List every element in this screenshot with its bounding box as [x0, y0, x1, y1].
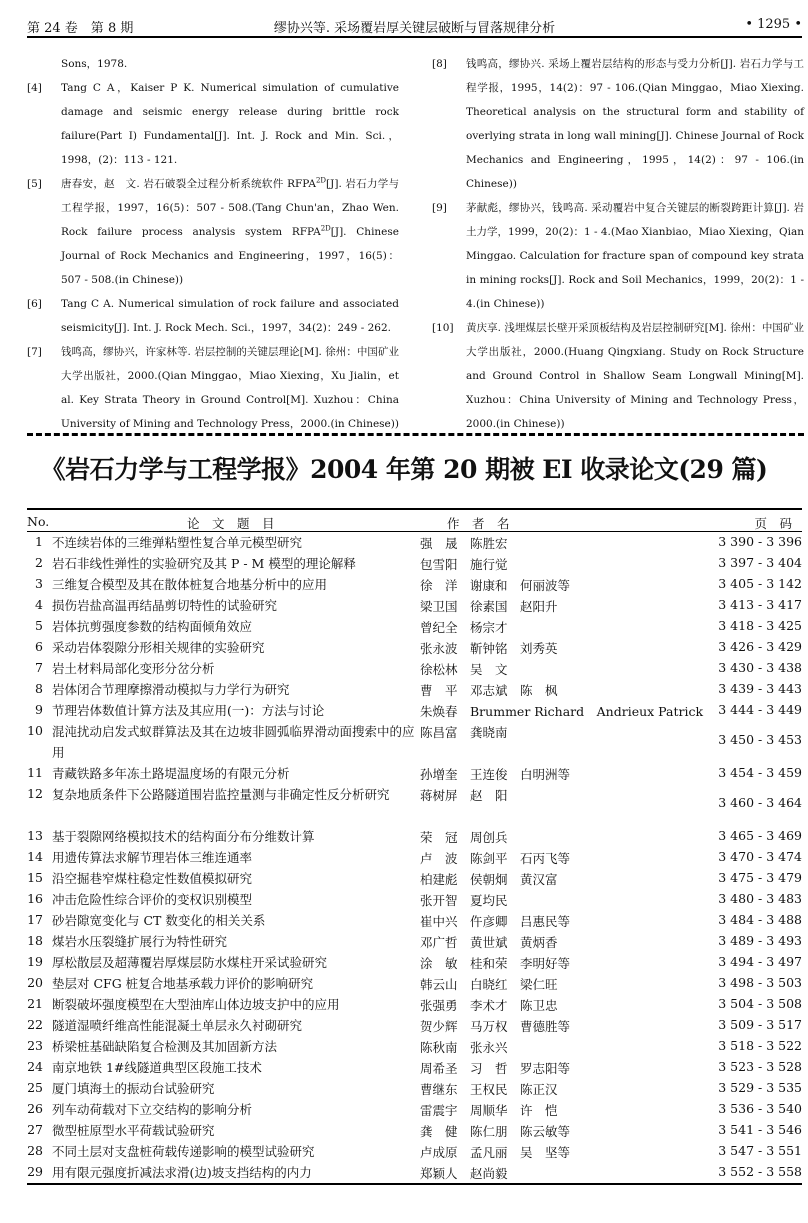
paper-authors: 龚 健 陈仁朋 陈云敏等: [420, 1124, 571, 1139]
page-range: 3 450 - 3 453: [718, 732, 802, 747]
table-bottom-rule: [27, 1183, 802, 1185]
header-authors: 作 者 名: [447, 516, 510, 531]
volume-issue: 第 24 卷 第 8 期: [27, 21, 134, 36]
reference-text: 黄庆享. 浅埋煤层长壁开采顶板结构及岩层控制研究[M]. 徐州：中国矿业大学出版社，2000.(Huang Qingxiang. Study on Rock Structure and Ground Control in Shallow Seam Longwall Mining[M]. Xuzhou：China University of Mining and Technology Press，2000.(in Chinese)): [466, 322, 804, 430]
reference-text: 钱鸣高，缪协兴. 采场上覆岩层结构的形态与受力分析[J]. 岩石力学与工程学报，1995，14(2)：97 - 106.(Qian Minggao，Miao Xiexing. Theoretical analysis on the structural form and stability of overlying strata in long wall mining[J]. Chinese Journal of Rock Mechanics and Engineering，1995，14(2)：97 - 106.(in Chinese)): [466, 58, 804, 190]
running-title: 缪协兴等. 采场覆岩厚关键层破断与冒落规律分析: [273, 21, 556, 36]
row-number: 26: [27, 1101, 43, 1116]
page-range: 3 470 - 3 474: [718, 849, 802, 864]
page-range: 3 465 - 3 469: [718, 828, 802, 843]
table-row: [27, 637, 802, 658]
reference-item: [27, 76, 399, 172]
paper-authors: 孙增奎 王连俊 白明洲等: [420, 767, 571, 782]
page-range: 3 536 - 3 540: [718, 1101, 802, 1116]
paper-title: 不连续岩体的三维弹粘塑性复合单元模型研究: [52, 535, 303, 550]
paper-title: 不同土层对支盘桩荷载传递影响的模型试验研究: [52, 1144, 315, 1159]
page-range: 3 541 - 3 546: [718, 1122, 802, 1137]
row-number: 19: [27, 954, 43, 969]
header-pages: 页 码: [754, 516, 792, 531]
header-no: No.: [27, 514, 50, 529]
page-range: 3 552 - 3 558: [718, 1164, 802, 1179]
paper-title: 冲击危险性综合评价的变权识别模型: [52, 892, 253, 907]
references-right-column: [432, 52, 804, 436]
paper-title: 青藏铁路多年冻土路堤温度场的有限元分析: [52, 766, 290, 781]
row-number: 13: [27, 828, 43, 843]
table-body: [27, 532, 802, 1183]
table-row: [27, 1078, 802, 1099]
paper-title: 损伤岩盐高温再结晶剪切特性的试验研究: [52, 598, 278, 613]
reference-number: [9]: [432, 202, 447, 214]
paper-authors: 邓广哲 黄世斌 黄炳香: [420, 935, 558, 950]
row-number: 15: [27, 870, 43, 885]
paper-authors: 柏建彪 侯朝炯 黄汉富: [420, 872, 558, 887]
row-number: 23: [27, 1038, 43, 1053]
table-row: [27, 910, 802, 931]
paper-authors: 郑颖人 赵尚毅: [420, 1166, 508, 1181]
paper-authors: 曾纪全 杨宗才: [420, 620, 508, 635]
page-range: 3 504 - 3 508: [718, 996, 802, 1011]
table-row: [27, 1036, 802, 1057]
row-number: 14: [27, 849, 43, 864]
page-range: 3 397 - 3 404: [718, 555, 802, 570]
paper-title: 断裂破坏强度模型在大型油库山体边坡支护中的应用: [52, 997, 340, 1012]
reference-item: [432, 316, 804, 436]
page-range: 3 390 - 3 396: [718, 534, 802, 549]
paper-title: 垫层对 CFG 桩复合地基承载力评价的影响研究: [52, 976, 314, 991]
reference-text: Tang C A. Numerical simulation of rock failure and associated seismicity[J]. Int. J. Rock Mech. Sci.，1997，34(2)：249 - 262.: [61, 298, 399, 334]
paper-authors: 韩云山 白晓红 梁仁旺: [420, 977, 558, 992]
paper-title: 砂岩隙宽变化与 CT 数变化的相关关系: [52, 913, 266, 928]
paper-authors: 陈昌富 龚晓南: [420, 725, 508, 740]
paper-authors: 蒋树屏 赵 阳: [420, 788, 508, 803]
reference-item: [27, 292, 399, 340]
paper-authors: 涂 敏 桂和荣 李明好等: [420, 956, 571, 971]
row-number: 11: [27, 765, 43, 780]
table-row: [27, 973, 802, 994]
table-row: [27, 826, 802, 847]
table-row: [27, 553, 802, 574]
row-number: 2: [35, 555, 43, 570]
paper-title: 岩体抗剪强度参数的结构面倾角效应: [52, 619, 253, 634]
section-title: 《岩石力学与工程学报》2004 年第 20 期被 EI 收录论文(29 篇): [40, 455, 768, 484]
paper-title: 岩体闭合节理摩擦滑动模拟与力学行为研究: [52, 682, 290, 697]
row-number: 6: [35, 639, 43, 654]
table-row: [27, 847, 802, 868]
row-number: 4: [35, 597, 43, 612]
paper-title: 隧道湿喷纤维高性能混凝土单层永久衬砌研究: [52, 1018, 303, 1033]
paper-authors: 梁卫国 徐素国 赵阳升: [420, 599, 558, 614]
page-range: 3 494 - 3 497: [718, 954, 802, 969]
paper-title: 岩石非线性弹性的实验研究及其 P - M 模型的理论解释: [52, 556, 356, 571]
row-number: 10: [27, 723, 43, 738]
paper-title: 沿空掘巷窄煤柱稳定性数值模拟研究: [52, 871, 253, 886]
paper-authors: 朱焕春 Brummer Richard Andrieux Patrick: [420, 704, 704, 719]
page-range: 3 439 - 3 443: [718, 681, 802, 696]
paper-authors: 贺少辉 马万权 曹德胜等: [420, 1019, 571, 1034]
table-header: [27, 508, 802, 532]
paper-title: 复杂地质条件下公路隧道围岩监控量测与非确定性反分析研究: [52, 787, 390, 802]
row-number: 3: [35, 576, 43, 591]
row-number: 16: [27, 891, 43, 906]
reference-number: [5]: [27, 178, 42, 190]
page-range: 3 529 - 3 535: [718, 1080, 802, 1095]
row-number: 20: [27, 975, 43, 990]
row-number: 27: [27, 1122, 43, 1137]
row-number: 5: [35, 618, 43, 633]
page-range: 3 489 - 3 493: [718, 933, 802, 948]
table-row: [27, 952, 802, 973]
table-row: [27, 595, 802, 616]
row-number: 22: [27, 1017, 43, 1032]
row-number: 21: [27, 996, 43, 1011]
paper-authors: 徐松林 吴 文: [420, 662, 508, 677]
row-number: 25: [27, 1080, 43, 1095]
paper-authors: 张开智 夏均民: [420, 893, 508, 908]
running-header: [27, 14, 802, 38]
paper-authors: 卢成原 孟凡丽 吴 坚等: [420, 1145, 571, 1160]
paper-title: 厚松散层及超薄覆岩厚煤层防水煤柱开采试验研究: [52, 955, 328, 970]
paper-title: 列车动荷载对下立交结构的影响分析: [52, 1102, 253, 1117]
paper-title: 微型桩原型水平荷载试验研究: [52, 1123, 215, 1138]
page-range: 3 498 - 3 503: [718, 975, 802, 990]
paper-authors: 张强勇 李术才 陈卫忠: [420, 998, 558, 1013]
row-number: 8: [35, 681, 43, 696]
paper-title: 南京地铁 1#线隧道典型区段施工技术: [52, 1060, 262, 1075]
paper-title: 采动岩体裂隙分形相关规律的实验研究: [52, 640, 265, 655]
reference-number: [8]: [432, 58, 447, 70]
table-row: [27, 700, 802, 721]
paper-authors: 卢 波 陈剑平 石丙飞等: [420, 851, 571, 866]
paper-title: 煤岩水压裂缝扩展行为特性研究: [52, 934, 228, 949]
reference-item: [27, 52, 399, 76]
header-title: 论 文 题 目: [187, 516, 275, 531]
paper-title: 用遗传算法求解节理岩体三维连通率: [52, 850, 253, 865]
table-row: [27, 532, 802, 553]
table-row: [27, 1099, 802, 1120]
table-row: [27, 994, 802, 1015]
page-range: 3 454 - 3 459: [718, 765, 802, 780]
page-range: 3 523 - 3 528: [718, 1059, 802, 1074]
paper-authors: 荣 冠 周创兵: [420, 830, 508, 845]
reference-text: 钱鸣高，缪协兴，许家林等. 岩层控制的关键层理论[M]. 徐州：中国矿业大学出版社，2000.(Qian Minggao，Miao Xiexing，Xu Jialin，et al. Key Strata Theory in Ground Control[M]. Xuzhou：China University of Mining and Technology Press，2000.(in Chinese)): [61, 346, 399, 430]
row-number: 7: [35, 660, 43, 675]
page-range: 3 475 - 3 479: [718, 870, 802, 885]
table-row: [27, 784, 802, 826]
page-range: 3 509 - 3 517: [718, 1017, 802, 1032]
paper-title: 节理岩体数值计算方法及其应用(一)：方法与讨论: [52, 703, 325, 718]
table-row: [27, 574, 802, 595]
paper-title: 厦门填海土的振动台试验研究: [52, 1081, 215, 1096]
reference-item: [432, 196, 804, 316]
table-row: [27, 679, 802, 700]
references-left-column: [27, 52, 399, 436]
paper-authors: 周希圣 习 哲 罗志阳等: [420, 1061, 571, 1076]
table-row: [27, 721, 802, 763]
row-number: 18: [27, 933, 43, 948]
paper-title: 基于裂隙网络模拟技术的结构面分布分维数计算: [52, 829, 315, 844]
table-row: [27, 889, 802, 910]
row-number: 9: [35, 702, 43, 717]
page-range: 3 444 - 3 449: [718, 702, 802, 717]
paper-authors: 雷震宇 周顺华 许 恺: [420, 1103, 558, 1118]
page-range: 3 426 - 3 429: [718, 639, 802, 654]
row-number: 29: [27, 1164, 43, 1179]
paper-authors: 崔中兴 仵彦卿 吕惠民等: [420, 914, 571, 929]
reference-number: [4]: [27, 82, 42, 94]
paper-authors: 包雪阳 施行觉: [420, 557, 508, 572]
reference-number: [10]: [432, 322, 454, 334]
paper-title: 岩土材料局部化变形分岔分析: [52, 661, 215, 676]
paper-title: 混沌扰动启发式蚁群算法及其在边坡非圆弧临界滑动面搜索中的应用: [52, 724, 415, 760]
page-range: 3 518 - 3 522: [718, 1038, 802, 1053]
page-range: 3 460 - 3 464: [718, 795, 802, 810]
reference-item: [27, 340, 399, 436]
reference-text: Sons，1978.: [61, 58, 128, 70]
row-number: 28: [27, 1143, 43, 1158]
row-number: 17: [27, 912, 43, 927]
reference-item: [432, 52, 804, 196]
paper-authors: 曹 平 邓志斌 陈 枫: [420, 683, 558, 698]
ei-papers-table: [27, 508, 802, 1185]
reference-text: 茅献彪，缪协兴，钱鸣高. 采动覆岩中复合关键层的断裂跨距计算[J]. 岩土力学，1999，20(2)：1 - 4.(Mao Xianbiao，Miao Xiexing，Qian Minggao. Calculation for fracture span of compound key strata in mining rocks[J]. Rock and Soil Mechanics，1999，20(2)：1 - 4.(in Chinese)): [466, 202, 804, 310]
paper-title: 三维复合模型及其在散体桩复合地基分析中的应用: [52, 577, 328, 592]
reference-number: [7]: [27, 346, 42, 358]
paper-authors: 张永波 靳钟铭 刘秀英: [420, 641, 558, 656]
page-range: 3 430 - 3 438: [718, 660, 802, 675]
paper-authors: 陈秋南 张永兴: [420, 1040, 508, 1055]
table-row: [27, 1141, 802, 1162]
table-row: [27, 1057, 802, 1078]
reference-number: [6]: [27, 298, 42, 310]
paper-authors: 徐 洋 谢康和 何丽波等: [420, 578, 571, 593]
table-row: [27, 1015, 802, 1036]
page-range: 3 413 - 3 417: [718, 597, 802, 612]
paper-authors: 曹继东 王权民 陈正汉: [420, 1082, 558, 1097]
page-range: 3 480 - 3 483: [718, 891, 802, 906]
page-number: • 1295 •: [745, 17, 802, 32]
page-range: 3 547 - 3 551: [718, 1143, 802, 1158]
table-row: [27, 868, 802, 889]
table-row: [27, 658, 802, 679]
reference-text: Tang C A，Kaiser P K. Numerical simulation of cumulative damage and seismic energy release during brittle rock failure(Part I) Fundamental[J]. Int. J. Rock and Min. Sci.，1998，(2)：113 - 121.: [61, 82, 399, 166]
page-range: 3 418 - 3 425: [718, 618, 802, 633]
reference-text: 唐春安，赵 文. 岩石破裂全过程分析系统软件 $RFPA^{2D}[J]$. 岩石力学与工程学报，1997，16(5)：507 - 508.(Tang Chun'an，Zhao Wen. Rock failure process analysis system $RFPA^{2D}[J]$. Chinese Journal of Rock Mechanics and Engineering，1997，16(5)：507 - 508.(in Chinese)): [61, 176, 400, 286]
table-row: [27, 616, 802, 637]
row-number: 24: [27, 1059, 43, 1074]
paper-title: 桥梁桩基础缺陷复合检测及其加固新方法: [52, 1039, 278, 1054]
table-row: [27, 1162, 802, 1183]
reference-item: [27, 172, 399, 292]
table-row: [27, 931, 802, 952]
row-number: 12: [27, 786, 43, 801]
row-number: 1: [35, 534, 43, 549]
page-range: 3 484 - 3 488: [718, 912, 802, 927]
table-row: [27, 1120, 802, 1141]
section-divider: [27, 433, 804, 436]
table-row: [27, 763, 802, 784]
paper-title: 用有限元强度折减法求滑(边)坡支挡结构的内力: [52, 1165, 312, 1180]
page-range: 3 405 - 3 142: [718, 576, 802, 591]
paper-authors: 强 晟 陈胜宏: [420, 536, 508, 551]
